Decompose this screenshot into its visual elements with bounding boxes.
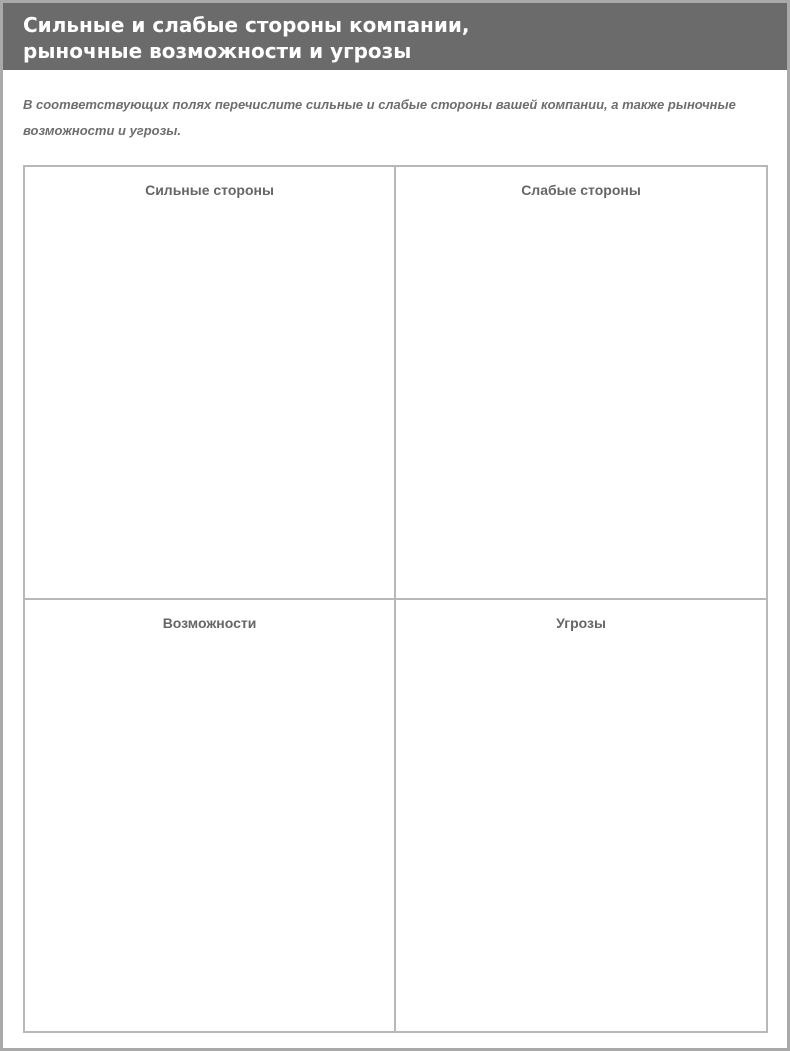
weaknesses-field[interactable]: [396, 167, 766, 600]
instructions-text: В соответствующих полях перечислите сильные и слабые стороны вашей компании, а также рыночные возможности и угрозы.: [23, 97, 736, 138]
page-title-line-1: Сильные и слабые стороны компании,: [23, 13, 470, 37]
weaknesses-heading: Слабые стороны: [521, 182, 641, 198]
page-title: [23, 12, 470, 64]
threats-field[interactable]: [396, 600, 766, 1031]
header-bar: [3, 3, 787, 70]
swot-grid: [23, 165, 768, 1033]
strengths-heading: Сильные стороны: [145, 182, 274, 198]
threats-heading: Угрозы: [556, 615, 606, 631]
strengths-field[interactable]: [25, 167, 396, 600]
opportunities-heading: Возможности: [162, 615, 257, 631]
page-title-line-2: рыночные возможности и угрозы: [23, 39, 412, 63]
opportunities-field[interactable]: [25, 600, 396, 1031]
